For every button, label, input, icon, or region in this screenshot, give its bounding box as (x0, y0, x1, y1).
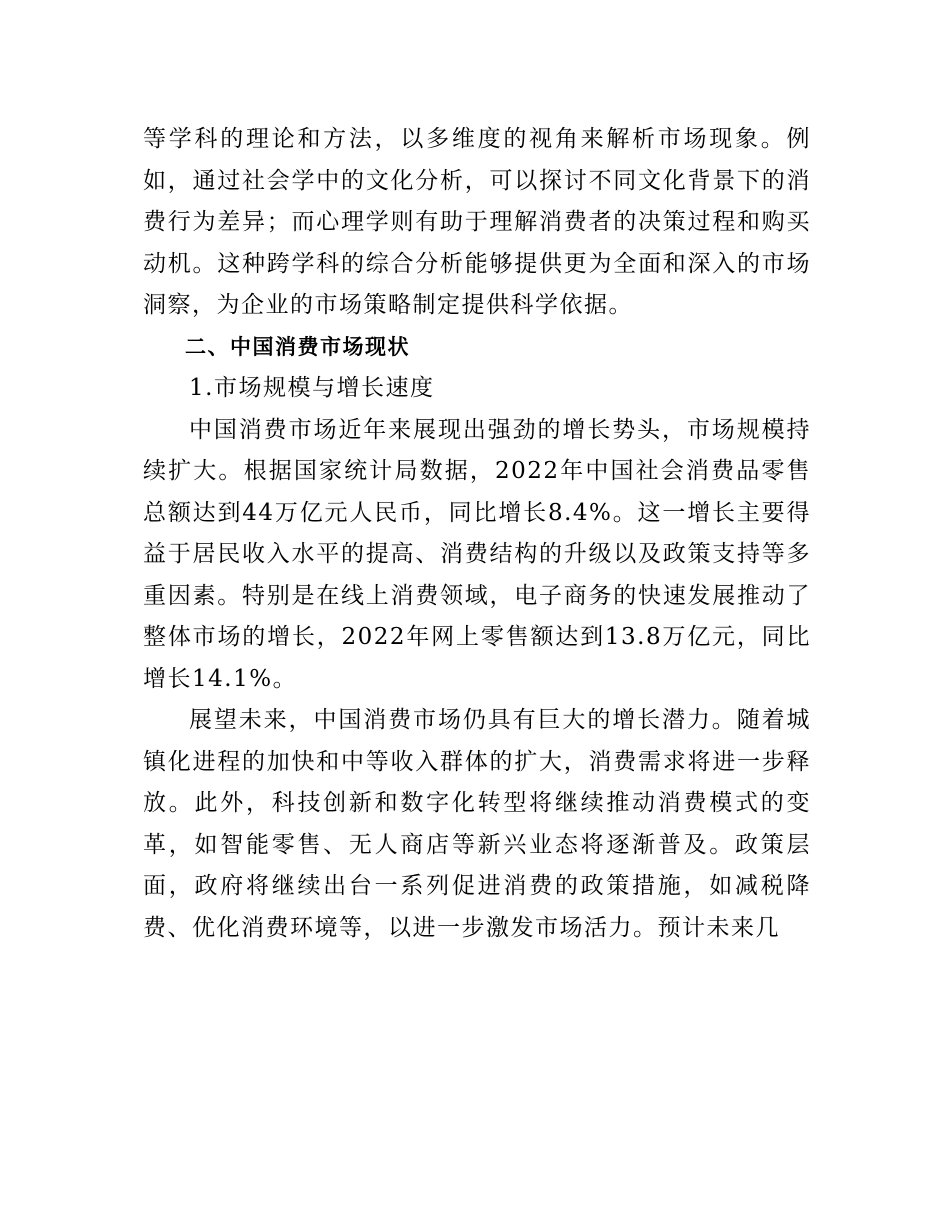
subsection-heading: 1.市场规模与增长速度 (189, 375, 435, 401)
paragraph-outlook: 展望未来，中国消费市场仍具有巨大的增长潜力。随着城镇化进程的加快和中等收入群体的扩大，消费需求将进一步释放。此外，科技创新和数字化转型将继续推动消费模式的变革，如智能零售、无人商店等新兴业态将逐渐普及。政策层面，政府将继续出台一系列促进消费的政策措施，如减税降费、优化消费环境等，以进一步激发市场活力。预计未来几 (143, 707, 811, 941)
document-body (143, 119, 811, 949)
paragraph-market-size: 中国消费市场近年来展现出强劲的增长势头，市场规模持续扩大。根据国家统计局数据，2022年中国社会消费品零售总额达到44万亿元人民币，同比增长8.4%。这一增长主要得益于居民收入水平的提高、消费结构的升级以及政策支持等多重因素。特别是在线上消费领域，电子商务的快速发展推动了整体市场的增长，2022年网上零售额达到13.8万亿元，同比增长14.1%。 (143, 416, 811, 692)
section-heading: 二、中国消费市场现状 (185, 334, 410, 359)
paragraph-continued: 等学科的理论和方法，以多维度的视角来解析市场现象。例如，通过社会学中的文化分析，可以探讨不同文化背景下的消费行为差异；而心理学则有助于理解消费者的决策过程和购买动机。这种跨学科的综合分析能够提供更为全面和深入的市场洞察，为企业的市场策略制定提供科学依据。 (143, 126, 811, 318)
